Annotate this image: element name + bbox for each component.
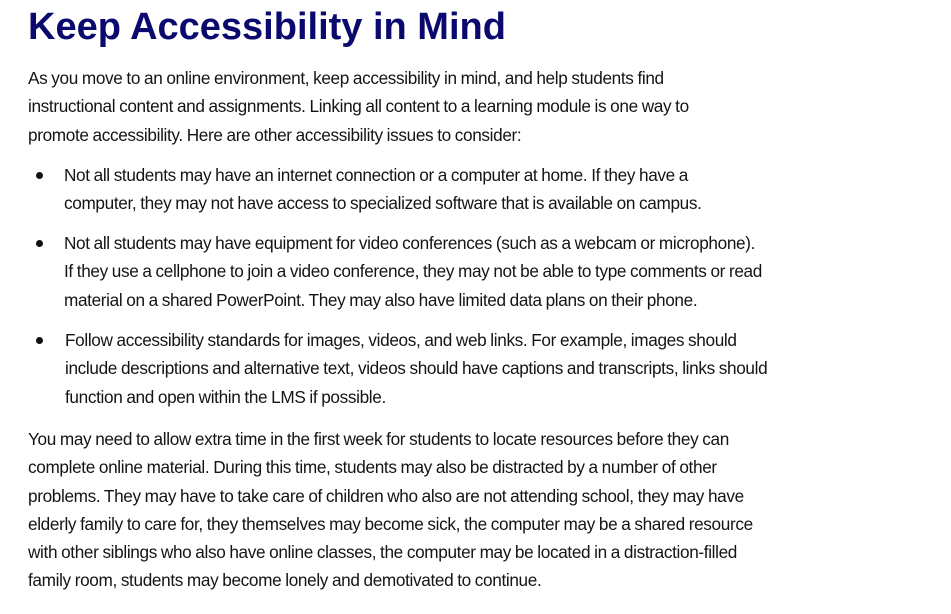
bullet-text	[65, 326, 767, 411]
closing-line: family room, students may become lonely and demotivated to continue.	[28, 570, 542, 591]
bullet-icon	[36, 240, 43, 247]
bullet-line: Not all students may have an internet connection or a computer at home. If they have a	[64, 165, 688, 185]
closing-line: complete online material. During this time, students may also be distracted by a number of other	[28, 457, 717, 478]
bullet-line: Follow accessibility standards for images, videos, and web links. For example, images should	[65, 330, 737, 350]
closing-line: elderly family to care for, they themselves may become sick, the computer may be a shared resource	[28, 513, 753, 534]
intro-paragraph	[28, 64, 689, 149]
closing-line: You may need to allow extra time in the first week for students to locate resources before they can	[28, 429, 729, 449]
closing-line: with other siblings who also have online classes, the computer may be located in a distraction-filled	[28, 542, 738, 563]
bullet-icon	[36, 337, 43, 344]
bullet-line: material on a shared PowerPoint. They may also have limited data plans on their phone.	[64, 289, 698, 310]
bullet-text	[64, 229, 762, 314]
bullet-text	[64, 161, 702, 218]
intro-line: promote accessibility. Here are other accessibility issues to consider:	[28, 124, 522, 145]
bullet-icon	[36, 172, 43, 179]
bullet-line: include descriptions and alternative text, videos should have captions and transcripts, links should	[65, 358, 768, 379]
intro-line: instructional content and assignments. Linking all content to a learning module is one way to	[28, 96, 689, 117]
page-title: Keep Accessibility in Mind	[28, 6, 506, 48]
bullet-line: Not all students may have equipment for video conferences (such as a webcam or microphone).	[64, 233, 756, 253]
intro-line: As you move to an online environment, keep accessibility in mind, and help students find	[28, 68, 664, 88]
bullet-line: If they use a cellphone to join a video conference, they may not be able to type comments or read	[64, 261, 762, 282]
bullet-line: computer, they may not have access to specialized software that is available on campus.	[64, 193, 702, 214]
bullet-line: function and open within the LMS if possible.	[65, 386, 386, 407]
closing-paragraph	[28, 425, 753, 595]
closing-line: problems. They may have to take care of children who also are not attending school, they may have	[28, 485, 744, 506]
